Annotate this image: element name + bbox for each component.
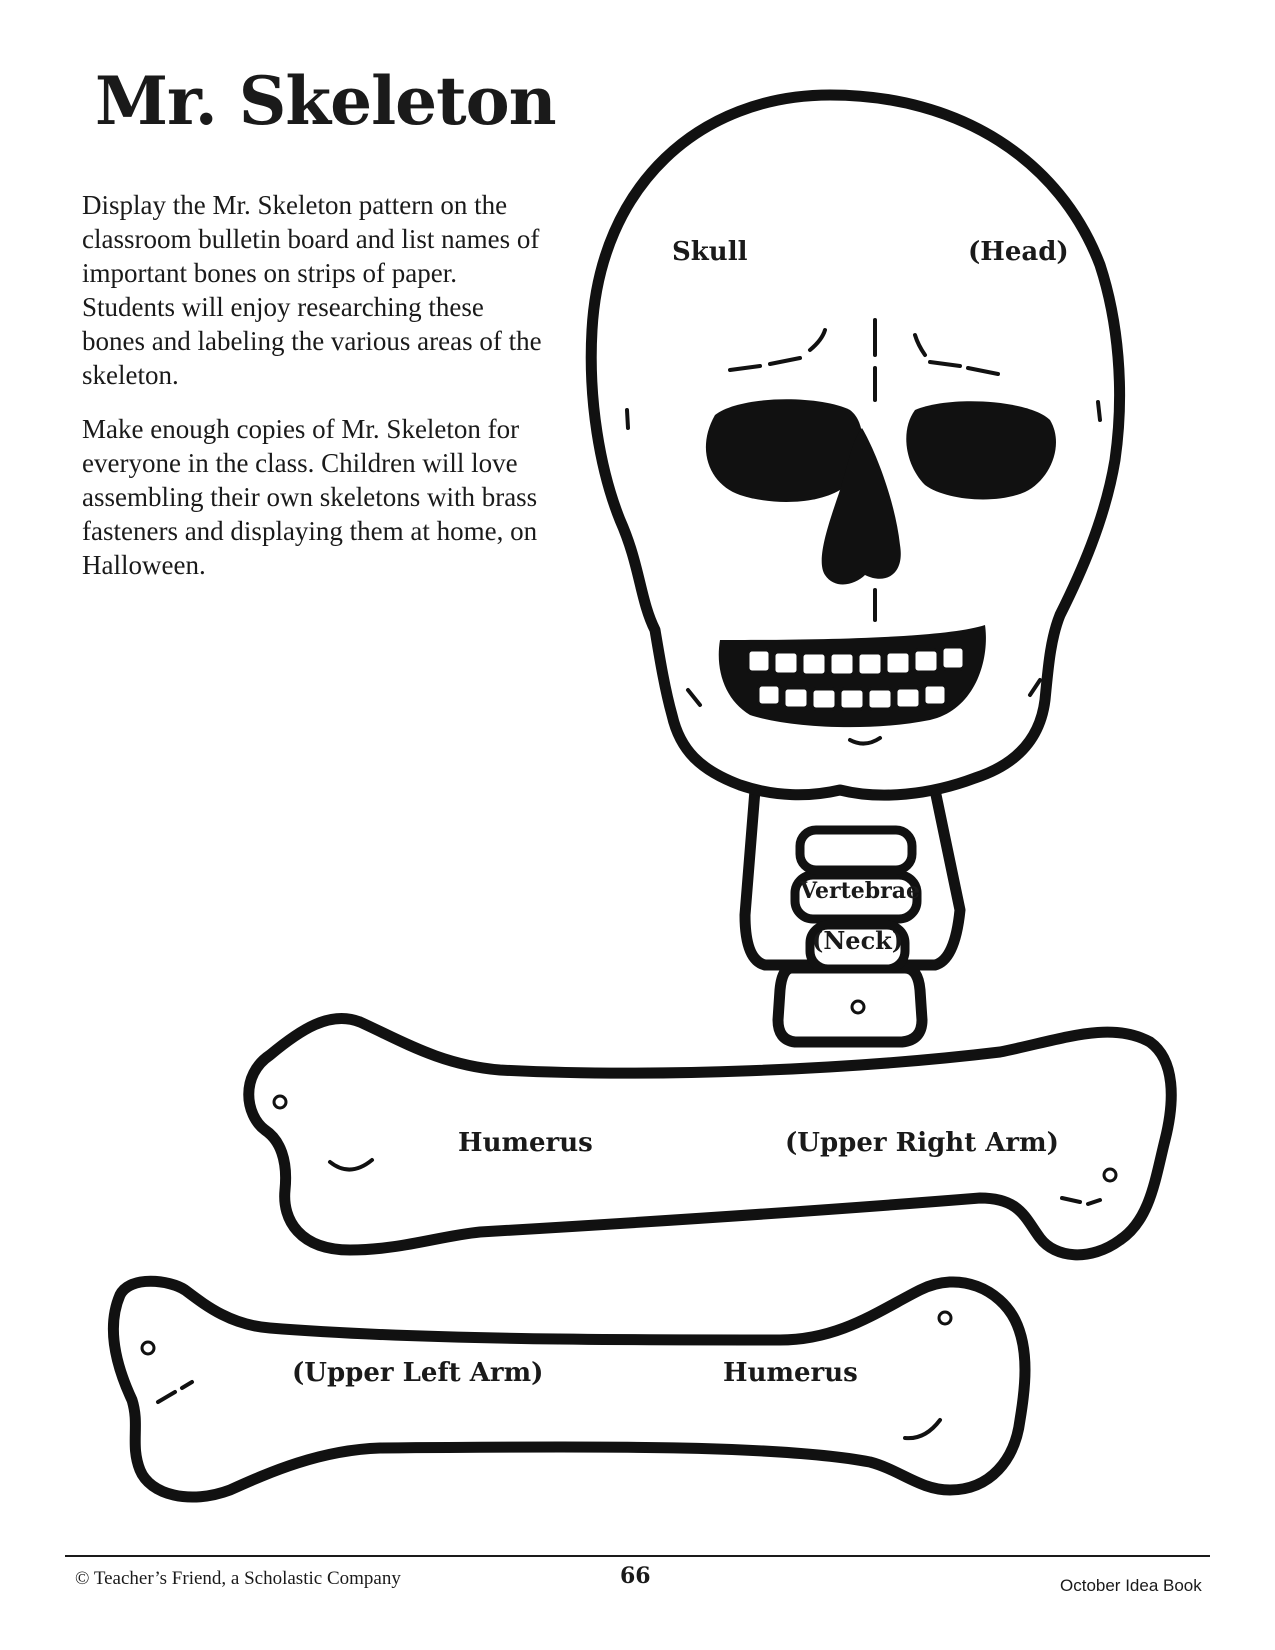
humerus-right-label: Humerus	[458, 1128, 593, 1158]
vertebrae-label: Vertebrae	[800, 878, 921, 904]
page-title: Mr. Skeleton	[95, 62, 556, 140]
left-arm-bottom-hole	[142, 1342, 154, 1354]
vertebra-upper	[800, 830, 912, 870]
left-cheek-mark	[627, 410, 628, 428]
humerus-left-label: Humerus	[723, 1358, 858, 1388]
skull-label: Skull	[672, 237, 748, 267]
left-arm-top-hole	[939, 1312, 951, 1324]
upper-left-arm-label: (Upper Left Arm)	[292, 1358, 544, 1388]
instructions-paragraph-1: Display the Mr. Skeleton pattern on the classroom bulletin board and list names of important bones on strips of paper. Students will enjoy researching these bones and labeling the various areas of the skeleton.	[82, 190, 542, 390]
page-number: 66	[620, 1563, 651, 1589]
footer-copyright: © Teacher’s Friend, a Scholastic Company	[75, 1568, 401, 1589]
vertebra-bottom	[778, 968, 922, 1042]
right-arm-bottom-hole	[1104, 1169, 1116, 1181]
upper-left-arm-bone	[113, 1281, 1025, 1497]
right-cheek-mark	[1098, 402, 1100, 420]
neck-label: (Neck)	[812, 926, 904, 955]
instructions-paragraph-2: Make enough copies of Mr. Skeleton for everyone in the class. Children will love assembling their own skeletons with brass fasteners and displaying them at home, on Halloween.	[82, 414, 538, 580]
right-arm-top-hole	[274, 1096, 286, 1108]
right-eye-socket	[906, 401, 1056, 499]
mouth-shadow	[719, 625, 986, 727]
footer-divider	[65, 1555, 1210, 1557]
left-eye-socket	[706, 399, 862, 502]
neck-fastener-hole	[852, 1001, 864, 1013]
footer-book-title: October Idea Book	[1060, 1576, 1202, 1595]
head-label: (Head)	[968, 237, 1069, 267]
upper-right-arm-label: (Upper Right Arm)	[785, 1128, 1059, 1158]
